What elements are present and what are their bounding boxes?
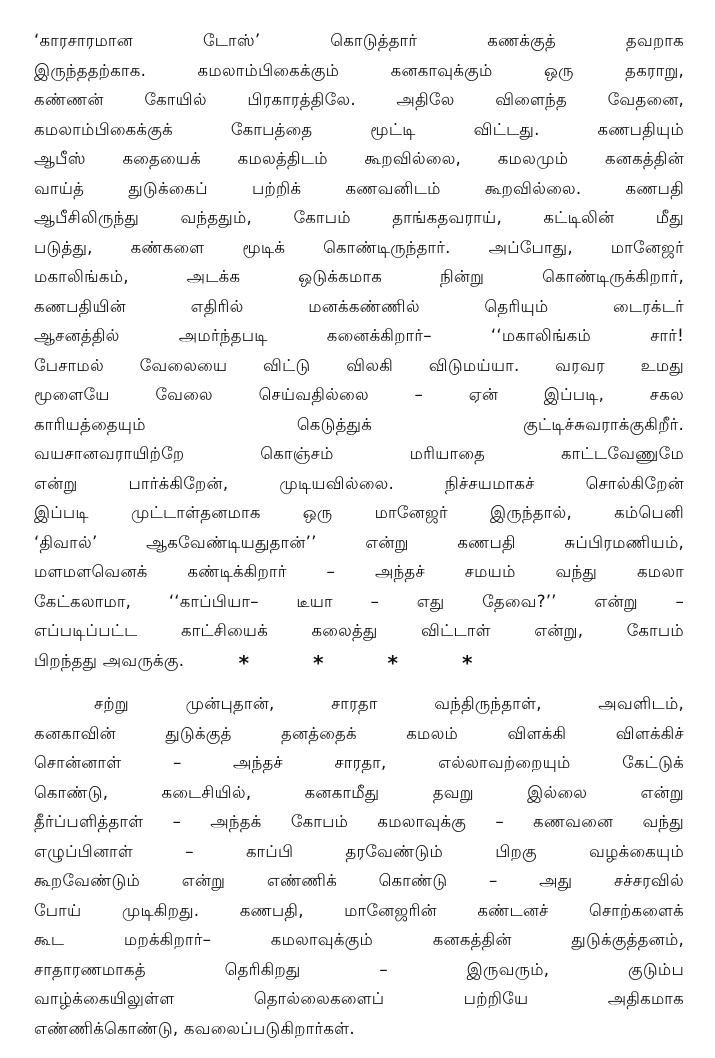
text-line: கூறவேண்டும் என்று எண்ணிக் கொண்டு – அது சச்சரவில் xyxy=(34,871,684,890)
text-line: சாதாரணமாகத் தெரிகிறது – இருவரும், குடும்ப xyxy=(34,959,684,979)
text-line: என்று பார்க்கிறேன், முடியவில்லை. நிச்சயமாகச் சொல்கிறேன் xyxy=(34,473,684,493)
text-line: ஆபீஸ் கதையைக் கமலத்திடம் கூறவில்லை, கமலமும் கனகத்தின் xyxy=(34,149,684,168)
paragraph-2 xyxy=(34,689,684,1043)
text-line: இப்படி முட்டாள்தனமாக ஒரு மானேஜர் இருந்தால், கம்பெனி xyxy=(34,503,684,522)
text-line: மூளையே வேலை செய்வதில்லை – ஏன் இப்படி, சகல xyxy=(34,385,684,404)
text-line: பிறந்தது அவருக்கு. xyxy=(34,650,185,670)
separator-asterisk: * xyxy=(461,651,473,675)
text-line: வயசானவராயிற்றே கொஞ்சம் மரியாதை காட்டவேணுமே xyxy=(34,444,684,463)
text-line: இருந்ததற்காக. கமலாம்பிகைக்கும் கனகாவுக்கும் ஒரு தகராறு, xyxy=(34,60,684,80)
text-line: மகாலிங்கம், அடக்க ஒடுக்கமாக நின்று கொண்டிருக்கிறார், xyxy=(34,267,684,286)
text-line: கொண்டு, கடைசியில், கனகாமீது தவறு இல்லை என்று xyxy=(34,782,684,802)
text-line: காரியத்தையும் கெடுத்துக் குட்டிச்சுவராக்குகிறீர். xyxy=(34,414,684,434)
paragraph-1 xyxy=(34,26,684,675)
text-line: சற்று முன்புதான், சாரதா வந்திருந்தாள், அவளிடம், xyxy=(94,694,684,713)
text-line: கணபதியின் எதிரில் மனக்கண்ணில் தெரியும் டைரக்டர் xyxy=(34,296,684,316)
text-line: எழுப்பினாள் – காப்பி தரவேண்டும் பிறகு வழக்கையும் xyxy=(34,841,684,861)
text-line: சொன்னாள் – அந்தச் சாரதா, எல்லாவற்றையும் கேட்டுக் xyxy=(34,753,684,772)
text-line: கண்ணன் கோயில் பிரகாரத்திலே. அதிலே விளைந்த வேதனை, xyxy=(34,90,684,109)
text-line: கேட்கலாமா, ‘‘காப்பியா– டீயா – எது தேவை?’’ என்று – xyxy=(34,591,684,611)
text-line: கனகாவின் துடுக்குத் தனத்தைக் கமலம் விளக்கி விளக்கிச் xyxy=(34,723,684,743)
text-line: கூட மறக்கிறார்– கமலாவுக்கும் கனகத்தின் துடுக்குத்தனம், xyxy=(34,930,684,949)
text-line: ‘காரசாரமான டோஸ்’ கொடுத்தார் கணக்குத் தவறாக xyxy=(34,31,684,50)
text-line: ‘திவால்’ ஆகவேண்டியதுதான்’’ என்று கணபதி சுப்பிரமணியம், xyxy=(34,532,684,552)
separator-asterisk: * xyxy=(238,651,250,675)
text-line: ஆபீசிலிருந்து வந்ததும், கோபம் தாங்கதவராய், கட்டிலின் மீது xyxy=(34,208,684,227)
text-line: வாய்த் துடுக்கைப் பற்றிக் கணவனிடம் கூறவில்லை. கணபதி xyxy=(34,178,684,198)
text-line: கமலாம்பிகைக்குக் கோபத்தை மூட்டி விட்டது. கணபதியும் xyxy=(34,119,684,139)
text-line: ஆசனத்தில் அமர்ந்தபடி கனைக்கிறார்– ‘‘மகாலிங்கம் சார்! xyxy=(34,326,684,345)
text-line: தீர்ப்பளித்தாள் – அந்தக் கோபம் கமலாவுக்கு – கணவனை வந்து xyxy=(34,812,684,831)
text-line: எண்ணிக்கொண்டு, கவலைப்படுகிறார்கள். xyxy=(34,1018,355,1038)
text-line: வாழ்க்கையிலுள்ள தொல்லைகளைப் பற்றியே அதிகமாக xyxy=(34,989,684,1008)
separator-asterisk: * xyxy=(313,651,324,675)
text-line: பேசாமல் வேலையை விட்டு விலகி விடுமய்யா. வரவர உமது xyxy=(34,355,684,375)
section-separator xyxy=(0,648,715,678)
text-line: போய் முடிகிறது. கணபதி, மானேஜரின் கண்டனச் சொற்களைக் xyxy=(34,900,684,920)
text-line: படுத்து, கண்களை மூடிக் கொண்டிருந்தார். அப்போது, மானேஜர் xyxy=(34,237,684,257)
separator-asterisk: * xyxy=(387,651,398,675)
text-line: எப்படிப்பட்ட காட்சியைக் கலைத்து விட்டாள் என்று, கோபம் xyxy=(34,621,684,640)
text-line: மளமளவெனக் கண்டிக்கிறார் – அந்தச் சமயம் வந்து கமலா xyxy=(34,562,684,581)
